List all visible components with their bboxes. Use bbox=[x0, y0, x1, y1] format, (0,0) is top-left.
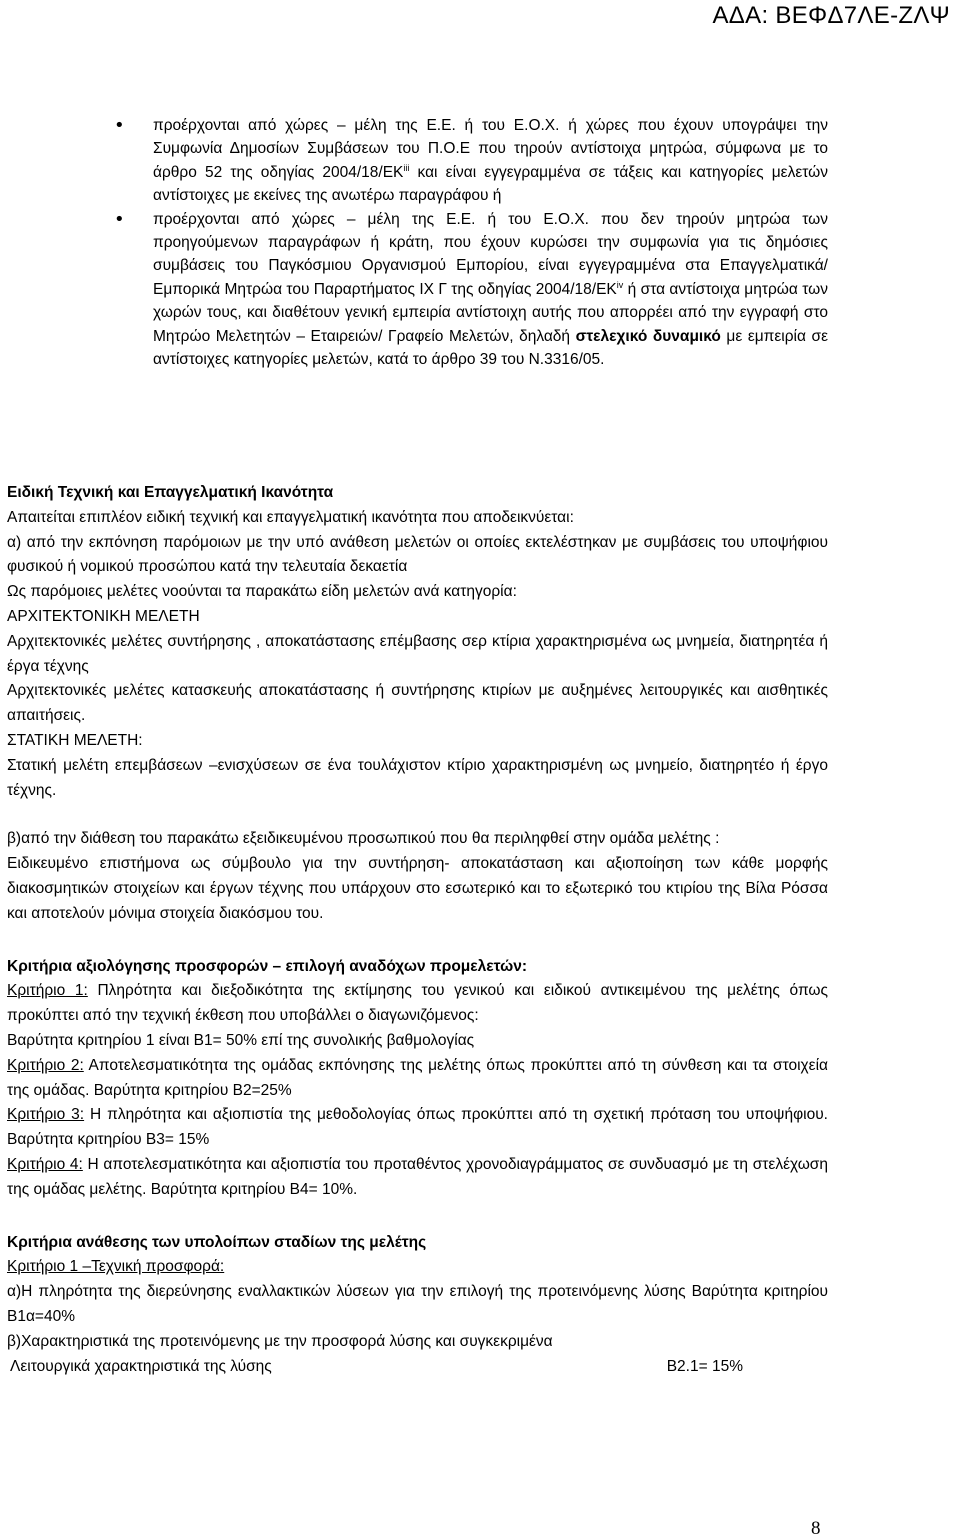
paragraph: α) από την εκπόνηση παρόμοιων με την υπό ανάθεση μελετών οι οποίες εκτελέστηκαν με συμβάσεις του υποψήφιου φυσικού ή νομικού προσώπου κατά την τελευταία δεκαετία bbox=[7, 533, 828, 576]
criterion-text: Η αποτελεσματικότητα και αξιοπιστία του προταθέντος χρονοδιαγράμματος σε συνδυασμό με τη στελέχωση της ομάδας μελέτης. Βαρύτητα κριτηρίου Β4= 10%. bbox=[7, 1155, 828, 1198]
functional-weight: Β2.1= 15% bbox=[666, 1357, 743, 1375]
paragraph: α)Η πληρότητα της διερεύνησης εναλλακτικών λύσεων για την επιλογή της προτεινόμενης λύσης Βαρύτητα κριτηρίου Β1α=40% bbox=[7, 1283, 828, 1325]
section-heading-evaluation: Κριτήρια αξιολόγησης προσφορών – επιλογή αναδόχων προμελετών: bbox=[7, 957, 527, 975]
criterion-2 bbox=[7, 1054, 828, 1104]
criterion-1-weight: Βαρύτητα κριτηρίου 1 είναι Β1= 50% επί της συνολικής βαθμολογίας bbox=[7, 1031, 475, 1049]
document-body bbox=[7, 481, 828, 1379]
bullet-bold-text: στελεχικό δυναμικό bbox=[575, 327, 721, 345]
criterion-text: Πληρότητα και διεξοδικότητα της εκτίμησης του γενικού και ειδικού αντικειμένου της μελέτης όπως προκύπτει από την τεχνική έκθεση που υποβάλλει ο διαγωνιζόμενος: bbox=[7, 982, 828, 1025]
subheading-static: ΣΤΑΤΙΚΗ ΜΕΛΕΤΗ: bbox=[7, 731, 143, 749]
bullet-item bbox=[112, 114, 828, 208]
criterion-4 bbox=[7, 1153, 828, 1203]
section-heading-award: Κριτήρια ανάθεσης των υπολοίπων σταδίων της μελέτης bbox=[7, 1233, 427, 1251]
bullet-text: προέρχονται από χώρες – μέλη της Ε.Ε. ή του Ε.Ο.Χ. ή χώρες που έχουν υπογράψει την Συμφωνία Δημοσίων Συμβάσεων του Π.Ο.Ε που τηρούν αντίστοιχα μητρώα, σύμφωνα με το άρθρο 52 της οδηγίας 2004/18/ΕΚ bbox=[153, 117, 828, 181]
spacer bbox=[7, 803, 828, 827]
spacer bbox=[7, 927, 828, 955]
bullet-item bbox=[112, 208, 828, 372]
criterion-label: Κριτήριο 4: bbox=[7, 1155, 83, 1173]
paragraph: Ως παρόμοιες μελέτες νοούνται τα παρακάτω είδη μελετών ανά κατηγορία: bbox=[7, 583, 517, 601]
bullet-text: ή στα αντίστοιχα μητρώα των χωρών τους, και διαθέτουν γενική εμπειρία αντίστοιχη αυτής που απορρέει από την εγγραφή στο Μητρώο Μελετητών – Εταιρειών/ Γραφείο Μελετών, δηλαδή bbox=[153, 280, 828, 345]
criterion-label: Κριτήριο 3: bbox=[7, 1106, 85, 1124]
paragraph: β)από την διάθεση του παρακάτω εξειδικευμένου προσωπικού που θα περιληφθεί στην ομάδα μελέτης : bbox=[7, 830, 720, 848]
spacer bbox=[7, 1203, 828, 1231]
page-number: 8 bbox=[811, 1518, 821, 1539]
award-criterion-1 bbox=[7, 1255, 828, 1280]
criterion-text: Αποτελεσματικότητα της ομάδας εκπόνησης της μελέτης όπως προκύπτει από τη σύνθεση και τα στοιχεία της ομάδας. Βαρύτητα κριτηρίου Β2=25% bbox=[7, 1056, 828, 1099]
criterion-text: Η πληρότητα και αξιοπιστία της μεθοδολογίας όπως προκύπτει από τη σχετική πρόταση του υποψήφιου. Βαρύτητα κριτηρίου Β3= 15% bbox=[7, 1106, 828, 1149]
criterion-label: Κριτήριο 1: bbox=[7, 982, 88, 1000]
bullet-list bbox=[112, 114, 828, 371]
bullet-text: προέρχονται από χώρες – μέλη της Ε.Ε. ή του Ε.Ο.Χ. που δεν τηρούν μητρώα των προηγούμενων παραγράφων ή κράτη, που έχουν κυρώσει την συμφωνία για τις δημόσιες συμβάσεις του Παγκόσμιου Οργανισμού Εμπορίου, είναι εγγεγραμμένα στα Επαγγελματικά/ Εμπορικά Μητρώα του Παραρτήματος IX Γ της οδηγίας 2004/18/ΕΚ bbox=[153, 210, 828, 298]
footnote-ref[interactable]: iv bbox=[616, 279, 624, 290]
criterion-1 bbox=[7, 979, 828, 1029]
paragraph: β)Χαρακτηριστικά της προτεινόμενης με την προσφορά λύσης και συγκεκριμένα bbox=[7, 1332, 553, 1350]
functional-row bbox=[7, 1355, 828, 1380]
paragraph: Στατική μελέτη επεμβάσεων –ενισχύσεων σε ένα τουλάχιστον κτίριο χαρακτηρισμένη ως μνημείο, διατηρητέο ή έργο τέχνης. bbox=[7, 756, 828, 799]
ada-code: ΑΔΑ: ΒΕΦΔ7ΛΕ-ΖΛΨ bbox=[712, 2, 950, 29]
criterion-label: Κριτήριο 1 –Τεχνική προσφορά: bbox=[7, 1258, 225, 1276]
subheading-architectural: ΑΡΧΙΤΕΚΤΟΝΙΚΗ ΜΕΛΕΤΗ bbox=[7, 607, 200, 625]
criterion-3 bbox=[7, 1103, 828, 1153]
criterion-label: Κριτήριο 2: bbox=[7, 1056, 84, 1074]
paragraph: Αρχιτεκτονικές μελέτες κατασκευής αποκατάστασης ή συντήρησης κτιρίων με αυξημένες λειτουργικές και αισθητικές απαιτήσεις. bbox=[7, 682, 828, 725]
paragraph: Ειδικευμένο επιστήμονα ως σύμβουλο για την συντήρηση- αποκατάσταση και αξιοποίηση των κάθε μορφής διακοσμητικών στοιχείων και έργων τέχνης που υπάρχουν στο εσωτερικό και το εξωτερικό του κτιρίου της Βίλα Ρόσσα και αποτελούν μόνιμα στοιχεία διακόσμου του. bbox=[7, 855, 828, 922]
paragraph: Απαιτείται επιπλέον ειδική τεχνική και επαγγελματική ικανότητα που αποδεικνύεται: bbox=[7, 508, 574, 526]
bullet-text: με εμπειρία σε αντίστοιχες κατηγορίες μελετών, κατά το άρθρο 39 του Ν.3316/05. bbox=[153, 327, 828, 369]
paragraph: Αρχιτεκτονικές μελέτες συντήρησης , αποκατάστασης επέμβασης σερ κτίρια χαρακτηρισμένα ως μνημεία, διατηρητέα ή έργα τέχνης bbox=[7, 632, 828, 675]
footnote-ref[interactable]: iii bbox=[403, 162, 410, 173]
section-heading-special: Ειδική Τεχνική και Επαγγελματική Ικανότητα bbox=[7, 484, 334, 501]
bullet-text: και είναι εγγεγραμμένα σε τάξεις και κατηγορίες μελετών αντίστοιχες με εκείνες της ανωτέρω παραγράφου ή bbox=[153, 163, 828, 205]
functional-label: Λειτουργικά χαρακτηριστικά της λύσης bbox=[10, 1357, 272, 1375]
